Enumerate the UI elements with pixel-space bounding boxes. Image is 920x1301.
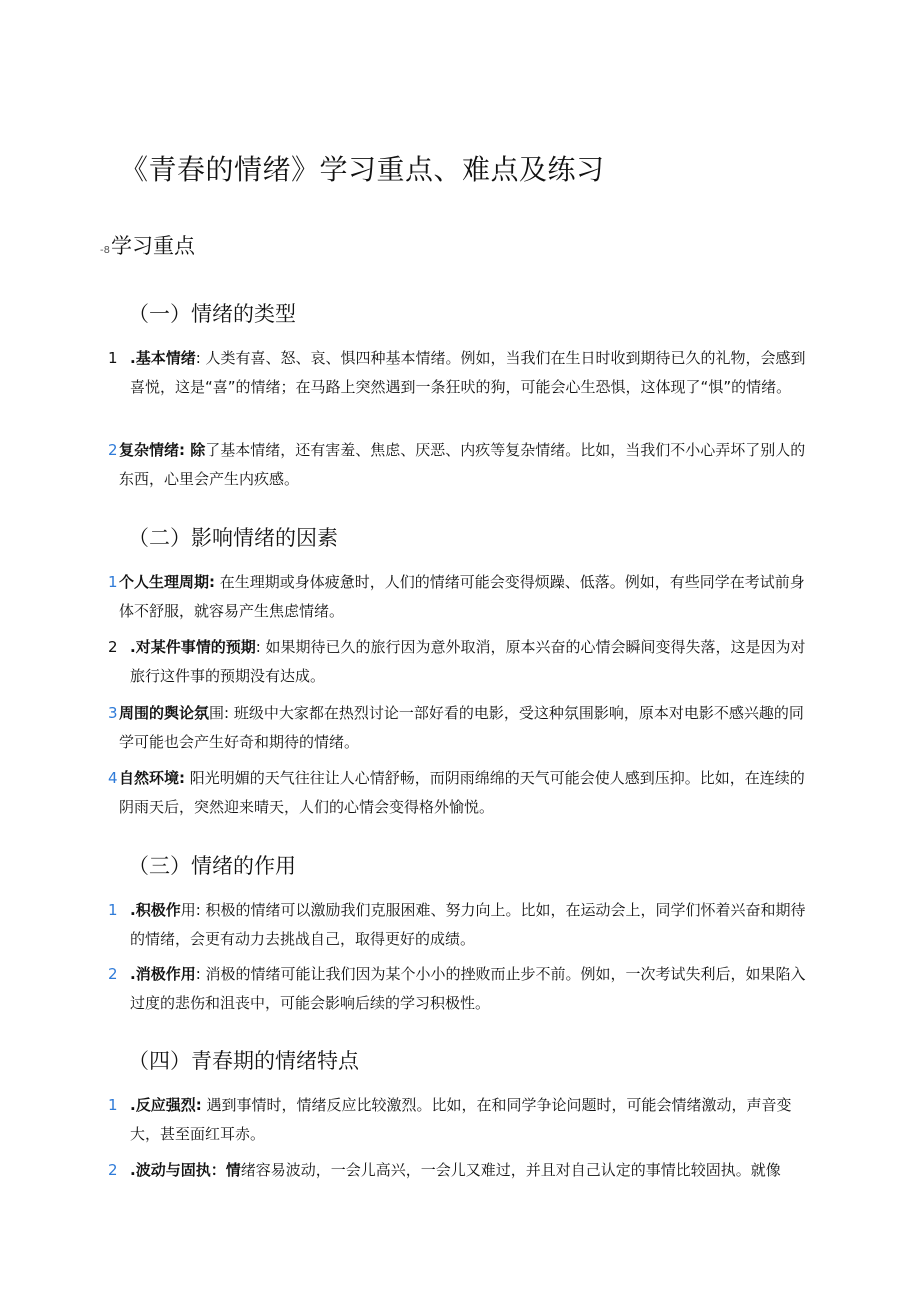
section-heading-factors: （二）影响情绪的因素: [128, 526, 338, 550]
part-label: 学习重点: [110, 234, 195, 258]
item-number: 4: [108, 769, 118, 787]
list-item: [108, 764, 812, 822]
list-item: [108, 633, 812, 691]
item-term: 周围的舆论氛: [119, 704, 210, 722]
section-heading-types: （一）情绪的类型: [128, 302, 296, 326]
item-number: 1: [108, 349, 118, 367]
item-text: 在生理期或身体疲惫时，人们的情绪可能会变得烦躁、低落。例如，有些同学在考试前身体不舒服，就容易产生焦虑情绪。: [119, 573, 805, 620]
item-text: 遇到事情时，情绪反应比较激烈。比如，在和同学争论问题时，可能会情绪激动，声音变大，甚至面红耳赤。: [130, 1096, 792, 1143]
item-term: .基本情绪: [130, 349, 196, 367]
item-term: 复杂情绪: 除: [119, 441, 206, 459]
item-number: 2: [108, 638, 118, 656]
item-text: 围: 班级中大家都在热烈讨论一部好看的电影，受这种氛围影响，原本对电影不感兴趣的同学可能也会产生好奇和期待的情绪。: [119, 704, 804, 751]
item-number: 2: [108, 965, 118, 983]
item-term: 个人生理周期:: [119, 573, 215, 591]
item-number: 2: [108, 441, 118, 459]
item-text: 绪容易波动，一会儿高兴，一会儿又难过，并且对自己认定的事情比较固执。就像: [240, 1161, 781, 1179]
list-item: [108, 699, 812, 757]
item-term: .对某件事情的预期: [130, 638, 256, 656]
item-text: 阳光明媚的天气往往让人心情舒畅，而阴雨绵绵的天气可能会使人感到压抑。比如，在连续的阴雨天后，突然迎来晴天，人们的心情会变得格外愉悦。: [119, 769, 805, 816]
item-term: .积极作: [130, 901, 181, 919]
item-text: : 人类有喜、怒、哀、惧四种基本情绪。例如，当我们在生日时收到期待已久的礼物，会感到喜悦，这是“喜”的情绪；在马路上突然遇到一条狂吠的狗，可能会心生恐惧，这体现了“惧”的情绪。: [130, 349, 806, 396]
part-marker: -8: [100, 245, 110, 256]
document-title: 《青春的情绪》学习重点、难点及练习: [120, 153, 605, 186]
item-term: .波动与固执：情: [130, 1161, 241, 1179]
list-item: [108, 344, 812, 402]
section-heading-adolescence: （四）青春期的情绪特点: [128, 1049, 359, 1073]
item-number: 3: [108, 704, 118, 722]
item-text: 用: 积极的情绪可以激励我们克服困难、努力向上。比如，在运动会上，同学们怀着兴奋和期待的情绪，会更有动力去挑战自己，取得更好的成绩。: [130, 901, 806, 948]
list-item: [108, 436, 812, 494]
item-term: 自然环境:: [119, 769, 185, 787]
item-term: .消极作用: [130, 965, 196, 983]
list-item: [108, 1091, 812, 1149]
list-item: [108, 1156, 812, 1185]
list-item: [108, 896, 812, 954]
item-number: 1: [108, 901, 118, 919]
item-text: : 消极的情绪可能让我们因为某个小小的挫败而止步不前。例如，一次考试失利后，如果陷入过度的悲伤和沮丧中，可能会影响后续的学习积极性。: [130, 965, 806, 1012]
item-number: 1: [108, 573, 118, 591]
part-heading: [100, 230, 195, 260]
item-term: .反应强烈:: [130, 1096, 202, 1114]
section-heading-functions: （三）情绪的作用: [128, 854, 296, 878]
item-number: 2: [108, 1161, 118, 1179]
list-item: [108, 960, 812, 1018]
item-text: : 如果期待已久的旅行因为意外取消，原本兴奋的心情会瞬间变得失落，这是因为对旅行这件事的预期没有达成。: [130, 638, 806, 685]
item-number: 1: [108, 1096, 118, 1114]
list-item: [108, 568, 812, 626]
item-text: 了基本情绪，还有害羞、焦虑、厌恶、内疚等复杂情绪。比如，当我们不小心弄坏了别人的东西，心里会产生内疚感。: [119, 441, 806, 488]
